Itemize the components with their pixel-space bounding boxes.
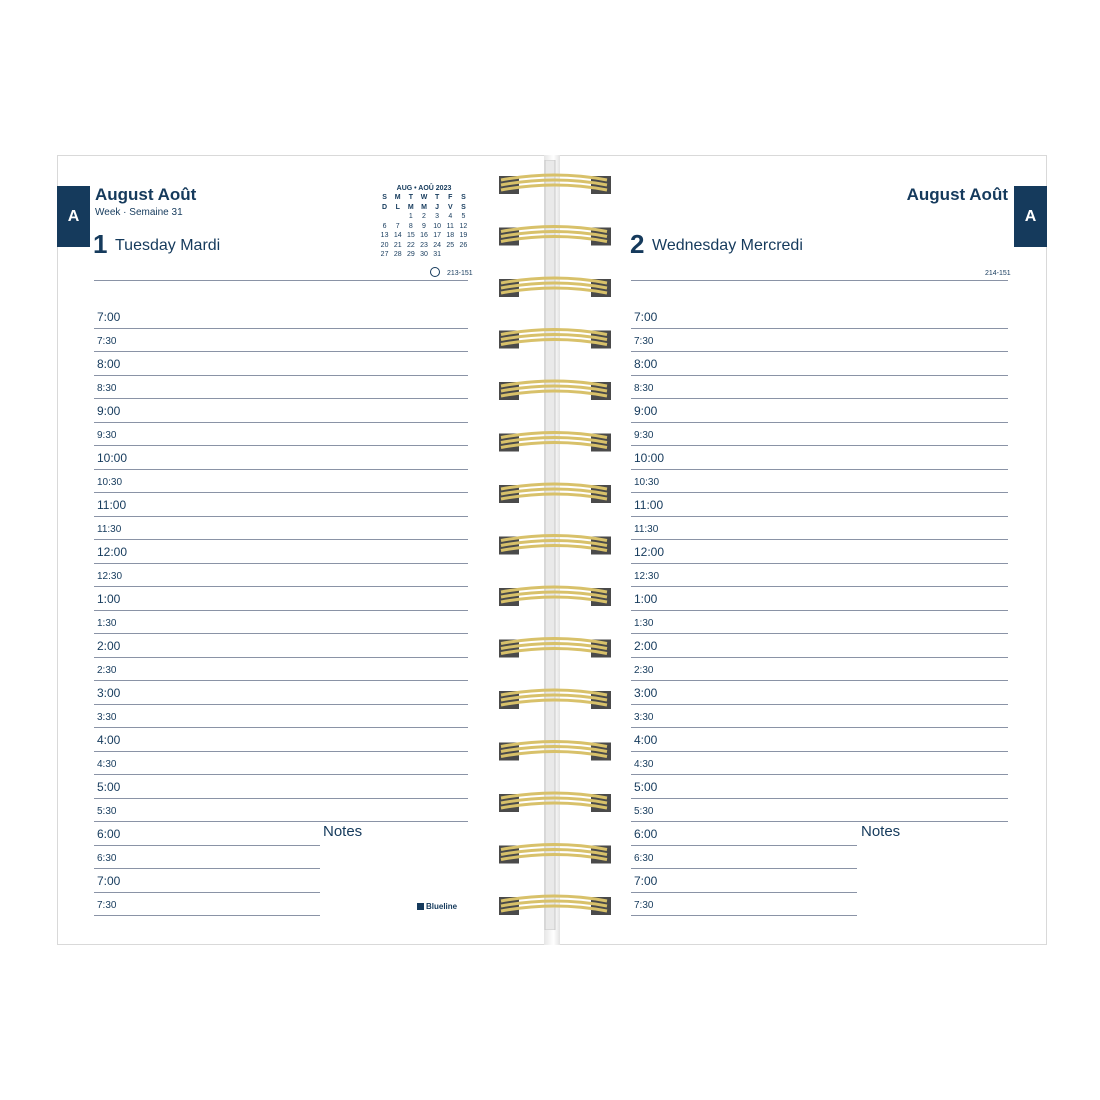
time-slot-left[interactable] [94,540,468,564]
mini-calendar-cell: 28 [393,251,402,258]
time-slot-right[interactable] [631,493,1008,517]
day-number-right: 2 [630,229,645,259]
time-label: 1:30 [634,618,654,629]
time-slot-left[interactable] [94,376,468,400]
mini-calendar-cell: 27 [380,251,389,258]
time-label: 4:30 [97,759,117,770]
time-slot-right[interactable] [631,658,1008,682]
mini-calendar-cell: T [434,194,440,201]
time-label: 11:00 [634,497,664,512]
mini-calendar-cell: S [461,194,466,201]
time-slot-right[interactable] [631,705,1008,729]
mini-calendar-cell: 30 [420,251,428,258]
mini-calendar-cell: 8 [408,222,413,230]
time-label: 4:00 [97,732,121,747]
mini-calendar-week [378,222,470,232]
time-label: 5:00 [634,779,658,794]
mini-calendar-cell: 7 [395,222,400,230]
mini-calendar-cell: 5 [461,213,466,220]
time-label: 3:30 [634,712,654,723]
day-name-left: Tuesday Mardi [115,237,221,254]
time-slot-right[interactable] [631,728,1008,752]
time-slot-right[interactable] [631,399,1008,423]
time-label: 12:30 [97,571,123,582]
mini-calendar-cell: 11 [446,222,454,230]
mini-calendar-cell: V [447,203,453,211]
mini-calendar-cell [391,212,404,222]
mini-calendar-cell: 26 [459,241,468,249]
mini-calendar-cell: 12 [459,222,468,230]
time-slot-right[interactable] [631,611,1008,635]
header-rule-left [94,280,468,281]
time-label: 12:00 [634,544,665,559]
time-slot-right[interactable] [631,681,1008,705]
time-label: 12:00 [97,544,128,559]
mini-calendar-cell: 4 [448,213,453,220]
mini-calendar-week [378,231,470,241]
time-label: 3:30 [97,712,117,723]
mini-calendar-cell [378,212,391,222]
time-slot-right[interactable] [631,540,1008,564]
mini-calendar-cell: 3 [435,213,440,220]
time-slot-right[interactable] [631,329,1008,353]
time-slot-right[interactable] [631,846,857,870]
spiral-binding [495,160,615,930]
mini-calendar-cell: S [461,203,466,211]
mini-calendar-cell: 2 [422,213,426,220]
month-title-right: August Août [906,185,1008,204]
time-label: 2:00 [634,638,658,653]
mini-calendar-cell: 1 [408,213,413,220]
time-label: 7:30 [97,900,117,911]
mini-calendar-week [378,212,470,222]
time-label: 10:00 [97,450,128,465]
time-label: 1:30 [97,618,117,629]
brand-logo [417,902,457,911]
time-label: 10:30 [634,477,660,488]
mini-calendar-cell: 31 [433,251,442,258]
time-label: 8:00 [97,356,121,371]
mini-calendar-cell: 20 [380,241,389,249]
day-number-left: 1 [93,229,108,259]
mini-calendar-cell: 19 [459,232,468,239]
time-label: 2:30 [634,665,654,676]
time-label: 10:30 [97,477,123,488]
time-label: 3:00 [634,685,658,700]
time-slot-right[interactable] [631,775,1008,799]
mini-calendar [378,185,470,260]
page-code-right: 214-151 [985,270,1011,277]
time-slot-left[interactable] [94,399,468,423]
time-label: 4:30 [634,759,654,770]
week-label: Week · Semaine 31 [95,207,183,218]
time-label: 5:00 [97,779,121,794]
time-label: 7:00 [97,309,121,324]
time-label: 11:00 [97,497,127,512]
time-slot-left[interactable] [94,352,468,376]
time-label: 7:30 [634,336,654,347]
time-label: 8:30 [634,383,654,394]
time-label: 7:00 [634,873,658,888]
mini-calendar-cell: 10 [433,222,442,230]
time-label: 11:30 [634,524,659,535]
time-label: 12:30 [634,571,660,582]
time-label: 6:00 [634,826,658,841]
time-label: 7:00 [634,309,658,324]
mini-calendar-cell: 23 [420,241,428,249]
time-slot-left[interactable] [94,329,468,353]
time-slot-left[interactable] [94,470,468,494]
time-slot-left[interactable] [94,517,468,541]
mini-calendar-cell: L [395,203,400,211]
time-slot-left[interactable] [94,423,468,447]
time-slot-right[interactable] [631,352,1008,376]
mini-calendar-cell: T [408,194,413,201]
time-slot-left[interactable] [94,446,468,470]
month-title-left: August Août [95,185,197,204]
mini-calendar-cell: 13 [380,232,389,239]
time-slot-right[interactable] [631,799,1008,823]
mini-calendar-cell: M [407,203,414,211]
time-slot-right[interactable] [631,517,1008,541]
mini-calendar-cell [444,250,457,260]
mini-calendar-week [378,241,470,251]
time-slot-left[interactable] [94,705,468,729]
brand-name: Blueline [426,902,458,911]
mini-calendar-cell: 29 [406,251,415,258]
time-label: 6:00 [97,826,121,841]
mini-calendar-title: AUG • AOÛ 2023 [396,185,452,192]
time-label: 3:00 [97,685,121,700]
mini-calendar-cell: F [448,194,453,201]
time-slot-left[interactable] [94,611,468,635]
time-label: 8:30 [97,383,117,394]
time-slot-right[interactable] [631,752,1008,776]
time-slot-right[interactable] [631,376,1008,400]
brand-icon [417,903,424,910]
time-slot-left[interactable] [94,634,468,658]
time-slot-right[interactable] [631,305,1008,329]
time-slot-right[interactable] [631,423,1008,447]
time-label: 1:00 [97,591,121,606]
time-slot-right[interactable] [631,470,1008,494]
mini-calendar-cell: 17 [433,232,442,239]
mini-calendar-cell: 22 [406,241,415,249]
time-label: 5:30 [97,806,117,817]
mini-calendar-cell: 25 [446,241,455,249]
mini-calendar-cell: J [435,203,440,211]
month-tab-left[interactable]: A [57,186,90,247]
time-label: 2:30 [97,665,117,676]
time-slot-right[interactable] [631,822,857,846]
mini-calendar-header-en [378,193,470,203]
time-slot-right[interactable] [631,564,1008,588]
circle-icon [430,267,440,277]
time-label: 2:00 [97,638,121,653]
mini-calendar-grid [378,193,470,260]
time-label: 9:00 [634,403,658,418]
time-slot-right[interactable] [631,869,857,893]
mini-calendar-cell: 18 [446,232,455,239]
time-slot-left[interactable] [94,869,320,893]
header-rule-right [631,280,1008,281]
time-slot-left[interactable] [94,775,468,799]
mini-calendar-cell: 9 [422,222,426,230]
time-slot-right[interactable] [631,634,1008,658]
mini-calendar-cell [457,250,470,260]
time-slot-left[interactable] [94,564,468,588]
day-name-right: Wednesday Mercredi [652,237,803,254]
time-slot-left[interactable] [94,893,320,917]
time-label: 8:00 [634,356,658,371]
time-label: 9:30 [97,430,117,441]
time-label: 1:00 [634,591,658,606]
mini-calendar-cell: W [420,194,428,201]
time-slot-left[interactable] [94,587,468,611]
mini-calendar-cell: 16 [420,232,428,239]
time-label: 11:30 [97,524,122,535]
time-label: 5:30 [634,806,654,817]
time-label: 9:30 [634,430,654,441]
time-slot-left[interactable] [94,681,468,705]
mini-calendar-cell: 15 [406,232,415,239]
time-slot-left[interactable] [94,658,468,682]
mini-calendar-cell: M [421,203,427,211]
time-slot-left[interactable] [94,846,320,870]
time-slot-right[interactable] [631,893,857,917]
time-slot-left[interactable] [94,305,468,329]
time-label: 7:30 [97,336,117,347]
time-label: 7:30 [634,900,654,911]
mini-calendar-cell: D [382,203,388,211]
mini-calendar-cell: M [394,194,401,201]
time-slot-left[interactable] [94,493,468,517]
mini-calendar-week [378,250,470,260]
time-slot-left[interactable] [94,822,320,846]
mini-calendar-cell: 24 [433,241,442,249]
time-slot-right[interactable] [631,587,1008,611]
time-label: 9:00 [97,403,121,418]
time-label: 7:00 [97,873,121,888]
mini-calendar-header-fr [378,203,470,213]
mini-calendar-cell: 14 [393,232,402,239]
time-label: 6:30 [634,853,654,864]
time-slot-left[interactable] [94,799,468,823]
time-slot-left[interactable] [94,728,468,752]
month-tab-right[interactable]: A [1014,186,1047,247]
mini-calendar-cell: S [382,194,387,201]
time-slot-right[interactable] [631,446,1008,470]
time-label: 4:00 [634,732,658,747]
mini-calendar-cell: 6 [382,222,387,230]
time-label: 6:30 [97,853,117,864]
time-slot-left[interactable] [94,752,468,776]
page-code-left: 213-151 [447,270,473,277]
time-label: 10:00 [634,450,665,465]
mini-calendar-cell: 21 [393,241,402,249]
notes-label-right: Notes [861,823,901,840]
notes-label-left: Notes [323,823,363,840]
